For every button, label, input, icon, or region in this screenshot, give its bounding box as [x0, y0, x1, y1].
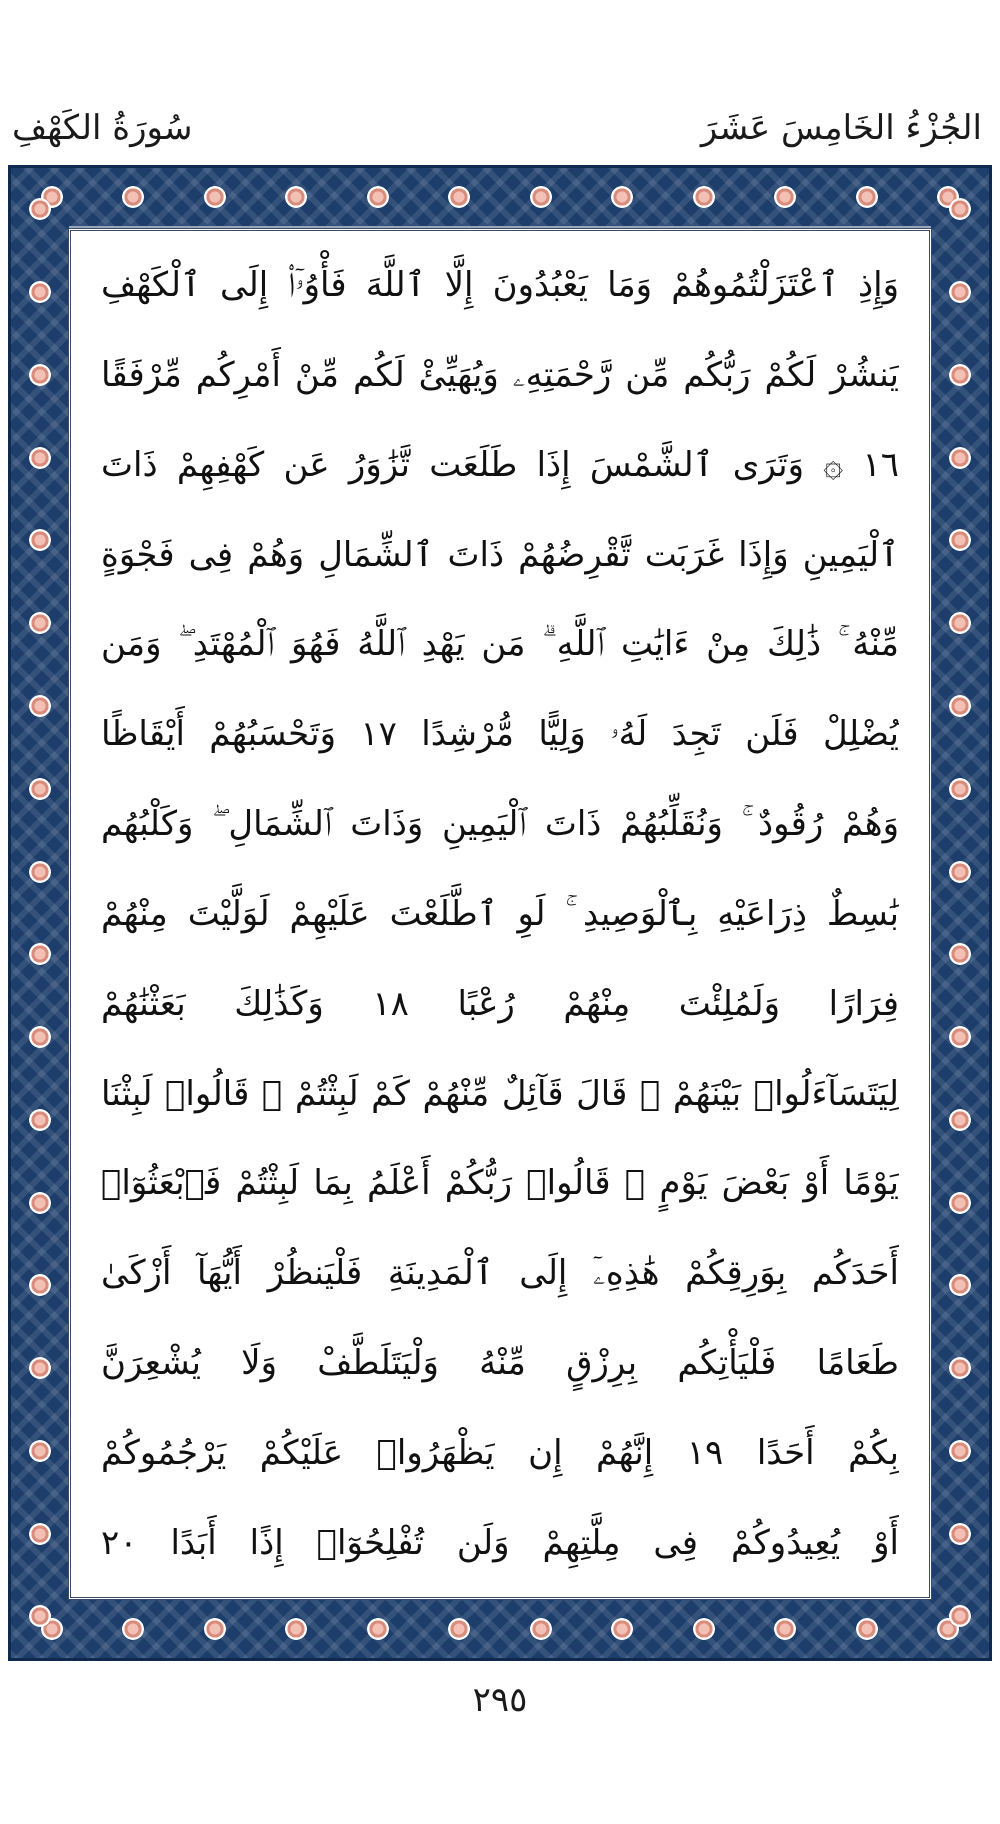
verse-lines — [101, 249, 899, 1579]
flower-ornament-icon — [949, 1109, 971, 1131]
flower-ornament-icon — [949, 1274, 971, 1296]
flower-ornament-icon — [285, 186, 307, 208]
frame-left-ornaments — [11, 168, 69, 1658]
flower-ornament-icon — [448, 1618, 470, 1640]
flower-ornament-icon — [611, 186, 633, 208]
verse-line: يَنشُرْ لَكُمْ رَبُّكُم مِّن رَّحْمَتِهِۦ وَيُهَيِّئْ لَكُم مِّنْ أَمْرِكُم مِّرْفَقًا — [101, 354, 899, 395]
flower-ornament-icon — [949, 1192, 971, 1214]
flower-ornament-icon — [29, 943, 51, 965]
verse-line: يُضْلِلْ فَلَن تَجِدَ لَهُۥ وَلِيًّا مُّرْشِدًا ١٧ وَتَحْسَبُهُمْ أَيْقَاظًا — [101, 714, 899, 755]
flower-ornament-icon — [774, 186, 796, 208]
frame-top-ornaments — [11, 168, 989, 226]
flower-ornament-icon — [448, 186, 470, 208]
flower-ornament-icon — [29, 1357, 51, 1379]
flower-ornament-icon — [949, 529, 971, 551]
flower-ornament-icon — [530, 1618, 552, 1640]
flower-ornament-icon — [949, 695, 971, 717]
flower-ornament-icon — [29, 861, 51, 883]
flower-ornament-icon — [285, 1618, 307, 1640]
page-number: ٢٩٥ — [472, 1680, 528, 1720]
flower-ornament-icon — [693, 186, 715, 208]
verse-line: ١٦ ۞ وَتَرَى ٱلشَّمْسَ إِذَا طَلَعَت تَّزَٰوَرُ عَن كَهْفِهِمْ ذَاتَ — [101, 444, 899, 485]
frame-bottom-ornaments — [11, 1600, 989, 1658]
flower-ornament-icon — [949, 861, 971, 883]
flower-ornament-icon — [949, 1357, 971, 1379]
flower-ornament-icon — [204, 186, 226, 208]
flower-ornament-icon — [367, 1618, 389, 1640]
verse-line: لِيَتَسَآءَلُوا۟ بَيْنَهُمْ ۚ قَالَ قَآئِلٌ مِّنْهُمْ كَمْ لَبِثْتُمْ ۖ قَالُوا۟ لَبِثْنَا — [101, 1073, 899, 1114]
flower-ornament-icon — [29, 778, 51, 800]
verse-line: أَوْ يُعِيدُوكُمْ فِى مِلَّتِهِمْ وَلَن تُفْلِحُوٓا۟ إِذًا أَبَدًا ٢٠ — [101, 1522, 899, 1563]
verse-line: أَحَدَكُم بِوَرِقِكُمْ هَٰذِهِۦٓ إِلَى ٱلْمَدِينَةِ فَلْيَنظُرْ أَيُّهَآ أَزْكَىٰ — [101, 1253, 899, 1294]
flower-ornament-icon — [949, 1605, 971, 1627]
verse-line: يَوْمًا أَوْ بَعْضَ يَوْمٍ ۚ قَالُوا۟ رَبُّكُمْ أَعْلَمُ بِمَا لَبِثْتُمْ فَٱبْعَثُوٓا۟ — [101, 1163, 899, 1204]
flower-ornament-icon — [949, 198, 971, 220]
surah-name: سُورَةُ الكَهْفِ — [12, 108, 193, 148]
flower-ornament-icon — [29, 529, 51, 551]
flower-ornament-icon — [29, 447, 51, 469]
flower-ornament-icon — [29, 281, 51, 303]
flower-ornament-icon — [949, 612, 971, 634]
flower-ornament-icon — [693, 1618, 715, 1640]
flower-ornament-icon — [29, 1440, 51, 1462]
flower-ornament-icon — [949, 778, 971, 800]
flower-ornament-icon — [949, 1026, 971, 1048]
flower-ornament-icon — [29, 695, 51, 717]
flower-ornament-icon — [122, 186, 144, 208]
flower-ornament-icon — [204, 1618, 226, 1640]
flower-ornament-icon — [949, 364, 971, 386]
flower-ornament-icon — [856, 186, 878, 208]
flower-ornament-icon — [122, 1618, 144, 1640]
flower-ornament-icon — [774, 1618, 796, 1640]
verse-line: وَإِذِ ٱعْتَزَلْتُمُوهُمْ وَمَا يَعْبُدُونَ إِلَّا ٱللَّهَ فَأْوُۥٓا۟ إِلَى ٱلْكَهْفِ — [101, 265, 899, 305]
page-header — [0, 100, 1000, 160]
verse-line: ٱلْيَمِينِ وَإِذَا غَرَبَت تَّقْرِضُهُمْ ذَاتَ ٱلشِّمَالِ وَهُمْ فِى فَجْوَةٍ — [101, 534, 899, 575]
flower-ornament-icon — [29, 1109, 51, 1131]
flower-ornament-icon — [29, 1192, 51, 1214]
flower-ornament-icon — [949, 1523, 971, 1545]
flower-ornament-icon — [949, 943, 971, 965]
flower-ornament-icon — [949, 281, 971, 303]
flower-ornament-icon — [949, 1440, 971, 1462]
flower-ornament-icon — [29, 612, 51, 634]
juz-name: الجُزْءُ الخَامِسَ عَشَرَ — [700, 108, 982, 148]
verse-line: بَٰسِطٌ ذِرَاعَيْهِ بِٱلْوَصِيدِ ۚ لَوِ ٱطَّلَعْتَ عَلَيْهِمْ لَوَلَّيْتَ مِنْهُمْ — [101, 893, 899, 934]
verse-line: وَهُمْ رُقُودٌ ۚ وَنُقَلِّبُهُمْ ذَاتَ ٱلْيَمِينِ وَذَاتَ ٱلشِّمَالِ ۖ وَكَلْبُهُم — [101, 804, 899, 845]
verse-line: بِكُمْ أَحَدًا ١٩ إِنَّهُمْ إِن يَظْهَرُوا۟ عَلَيْكُمْ يَرْجُمُوكُمْ — [101, 1432, 899, 1473]
verse-line: طَعَامًا فَلْيَأْتِكُم بِرِزْقٍ مِّنْهُ وَلْيَتَلَطَّفْ وَلَا يُشْعِرَنَّ — [101, 1343, 899, 1384]
flower-ornament-icon — [29, 1523, 51, 1545]
flower-ornament-icon — [611, 1618, 633, 1640]
flower-ornament-icon — [367, 186, 389, 208]
flower-ornament-icon — [29, 198, 51, 220]
flower-ornament-icon — [530, 186, 552, 208]
flower-ornament-icon — [29, 1605, 51, 1627]
verse-line: مِّنْهُ ۚ ذَٰلِكَ مِنْ ءَايَٰتِ ٱللَّهِ ۗ مَن يَهْدِ ٱللَّهُ فَهُوَ ٱلْمُهْتَدِ ۖ وَمَن — [101, 624, 899, 665]
flower-ornament-icon — [29, 1026, 51, 1048]
flower-ornament-icon — [29, 364, 51, 386]
flower-ornament-icon — [949, 447, 971, 469]
frame-right-ornaments — [931, 168, 989, 1658]
verse-text-area — [68, 228, 932, 1600]
flower-ornament-icon — [856, 1618, 878, 1640]
verse-line: فِرَارًا وَلَمُلِئْتَ مِنْهُمْ رُعْبًا ١٨ وَكَذَٰلِكَ بَعَثْنَٰهُمْ — [101, 983, 899, 1024]
flower-ornament-icon — [29, 1274, 51, 1296]
